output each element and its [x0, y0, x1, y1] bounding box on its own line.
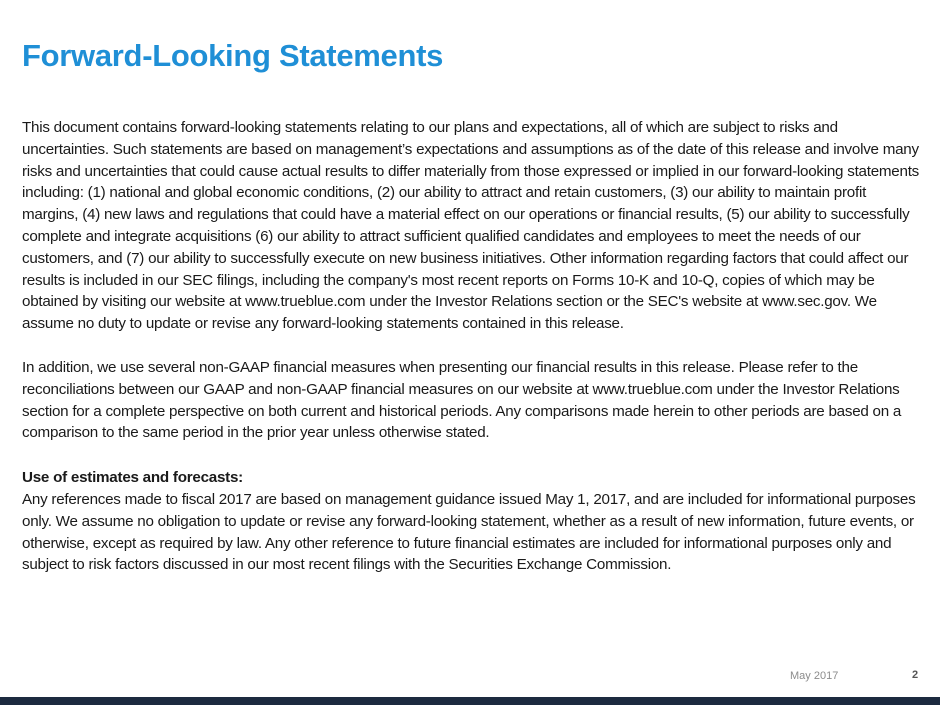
page-number: 2 — [912, 669, 919, 681]
footer-date: May 2017 — [790, 670, 839, 682]
forward-looking-paragraph: This document contains forward-looking statements relating to our plans and expectations, all of which are subject to risks and uncertainties. Such statements are based on management’s expectations and assumptions as of the date of this release and involve many risks and uncertainties that could cause actual results to differ materially from those expressed or implied in our forward-looking statements including: (1) national and global economic conditions, (2) our ability to attract and retain customers, (3) our ability to maintain profit margins, (4) new laws and regulations that could have a material effect on our operations or financial results, (5) our ability to successfully complete and integrate acquisitions (6) our ability to attract sufficient qualified candidates and employees to meet the needs of our customers, and (7) our ability to successfully execute on new business initiatives. Other information regarding factors that could affect our results is included in our SEC filings, including the company's most recent reports on Forms 10-K and 10-Q, copies of which may be obtained by visiting our website at www.trueblue.com under the Investor Relations section or the SEC's website at www.sec.gov. We assume no duty to update or revise any forward-looking statements contained in this release. — [22, 119, 920, 333]
estimates-paragraph: Any references made to fiscal 2017 are based on management guidance issued May 1, 2017, and are included for informational purposes only. We assume no obligation to update or revise any forward-looking statement, whether as a result of new information, future events, or otherwise, except as required by law. Any other reference to future financial estimates are included for informational purposes only and subject to risk factors discussed in our most recent filings with the Securities Exchange Commission. — [22, 490, 916, 574]
footer-bar — [0, 697, 940, 705]
slide-body — [22, 117, 922, 576]
non-gaap-paragraph: In addition, we use several non-GAAP financial measures when presenting our financial results in this release. Please refer to the reconciliations between our GAAP and non-GAAP financial measures on our website at www.trueblue.com under the Investor Relations section for a complete perspective on both current and historical periods. Any comparisons made herein to other periods are based on a comparison to the same period in the prior year unless otherwise stated. — [22, 358, 902, 442]
slide-title: Forward-Looking Statements — [22, 38, 444, 73]
estimates-heading: Use of estimates and forecasts: — [22, 469, 243, 487]
